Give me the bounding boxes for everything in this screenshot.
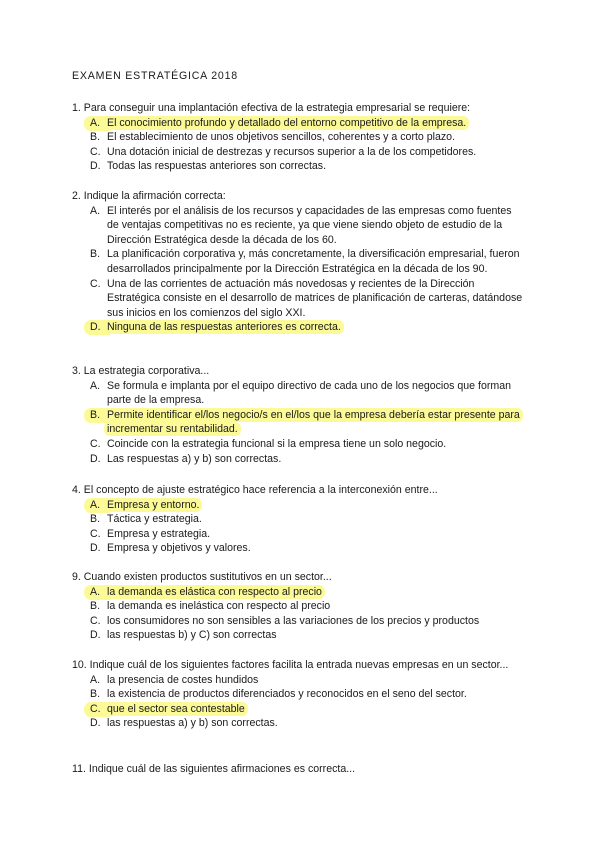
option-a xyxy=(72,498,524,513)
option-letter: C. xyxy=(90,277,101,290)
option-a xyxy=(72,585,524,600)
option-b xyxy=(72,408,524,437)
option-b xyxy=(72,512,524,527)
exam-title: EXAMEN ESTRATÉGICA 2018 xyxy=(72,70,238,82)
question-text: 2. Indique la afirmación correcta: xyxy=(72,190,226,202)
option-d xyxy=(72,452,524,467)
option-text: la existencia de productos diferenciados y reconocidos en el seno del sector. xyxy=(107,688,467,701)
option-text: La planificación corporativa y, más concretamente, la diversificación empresarial, fueron desarrollados principalmente por la Dirección Estratégica en la década de los 90. xyxy=(107,248,520,275)
option-c xyxy=(72,702,524,717)
option-b xyxy=(72,599,524,614)
option-list xyxy=(72,585,524,643)
option-letter: A. xyxy=(90,116,101,129)
option-d xyxy=(72,159,524,174)
option-list xyxy=(72,116,524,174)
question-9 xyxy=(72,570,524,643)
question-text: 3. La estrategia corporativa... xyxy=(72,365,210,377)
option-text: la presencia de costes hundidos xyxy=(107,673,259,686)
option-b xyxy=(72,130,524,145)
option-text: las respuestas a) y b) son correctas. xyxy=(107,717,278,730)
option-text: Coincide con la estrategia funcional si la empresa tiene un solo negocio. xyxy=(107,437,447,450)
option-letter: D. xyxy=(90,542,101,555)
option-letter: C. xyxy=(90,437,101,450)
option-d xyxy=(72,320,524,335)
option-letter: B. xyxy=(90,248,101,261)
question-text: 4. El concepto de ajuste estratégico hace referencia a la interconexión entre... xyxy=(72,484,438,496)
option-d xyxy=(72,541,524,556)
option-letter: B. xyxy=(90,513,101,526)
option-a xyxy=(72,379,524,408)
option-text: El establecimiento de unos objetivos sencillos, coherentes y a corto plazo. xyxy=(107,131,456,144)
option-b xyxy=(72,687,524,702)
option-letter: D. xyxy=(90,629,101,642)
option-letter: D. xyxy=(90,160,101,173)
question-2 xyxy=(72,189,524,335)
option-text: Empresa y estrategia. xyxy=(107,527,211,540)
option-letter: A. xyxy=(90,498,101,511)
question-10 xyxy=(72,658,524,731)
option-letter: A. xyxy=(90,204,101,217)
option-list xyxy=(72,498,524,556)
option-letter: C. xyxy=(90,145,101,158)
option-text: Se formula e implanta por el equipo directivo de cada uno de los negocios que forman parte de la empresa. xyxy=(107,379,511,407)
option-letter: B. xyxy=(90,408,101,421)
question-text: 1. Para conseguir una implantación efectiva de la estrategia empresarial se requiere: xyxy=(72,102,471,114)
option-list xyxy=(72,379,524,467)
option-letter: C. xyxy=(90,702,101,715)
question-4 xyxy=(72,483,524,556)
highlighted-answer: El conocimiento profundo y detallado del entorno competitivo de la empresa. xyxy=(104,116,469,130)
option-a xyxy=(72,116,524,131)
option-d xyxy=(72,716,524,731)
option-c xyxy=(72,277,524,321)
option-c xyxy=(72,527,524,542)
option-text: las respuestas b) y C) son correctas xyxy=(107,629,277,642)
option-letter: A. xyxy=(90,585,101,598)
option-letter: D. xyxy=(90,321,101,334)
highlighted-answer: la demanda es elástica con respecto al precio xyxy=(104,585,325,599)
option-letter: A. xyxy=(90,379,101,392)
option-a xyxy=(72,673,524,688)
question-11 xyxy=(72,762,524,777)
option-letter: A. xyxy=(90,673,101,686)
option-text: Táctica y estrategia. xyxy=(107,513,202,526)
option-list xyxy=(72,204,524,335)
option-text: Una dotación inicial de destrezas y recursos superior a la de los competidores. xyxy=(107,145,477,158)
option-b xyxy=(72,247,524,276)
question-text: 9. Cuando existen productos sustitutivos en un sector... xyxy=(72,571,332,583)
option-c xyxy=(72,437,524,452)
option-letter: B. xyxy=(90,600,101,613)
option-text: la demanda es inelástica con respecto al precio xyxy=(107,600,331,613)
option-letter: D. xyxy=(90,452,101,465)
option-text: Empresa y objetivos y valores. xyxy=(107,542,251,555)
option-c xyxy=(72,145,524,160)
option-letter: C. xyxy=(90,614,101,627)
highlighted-answer: Empresa y entorno. xyxy=(104,498,202,512)
option-text: Una de las corrientes de actuación más novedosas y recientes de la Dirección Estratégica consiste en el desarrollo de matrices de planificación de carteras, datándose sus inicios en los comienzos del siglo XXI. xyxy=(107,277,523,319)
highlighted-answer: Permite identificar el/los negocio/s en el/los que la empresa debería estar presente para incrementar su rentabilidad. xyxy=(104,408,523,437)
question-text: 10. Indique cuál de los siguientes factores facilita la entrada nuevas empresas en un sector... xyxy=(72,659,509,671)
question-1 xyxy=(72,101,524,174)
question-3 xyxy=(72,364,524,466)
option-letter: C. xyxy=(90,527,101,540)
option-a xyxy=(72,204,524,248)
option-text: El interés por el análisis de los recursos y capacidades de las empresas como fuentes de ventajas competitivas no es reciente, ya que viene siendo objeto de estudio de la Dirección Estratégica desde la década de los 60. xyxy=(107,204,512,246)
highlighted-answer: Ninguna de las respuestas anteriores es correcta. xyxy=(104,320,344,334)
option-list xyxy=(72,673,524,731)
option-text: los consumidores no son sensibles a las variaciones de los precios y productos xyxy=(107,614,480,627)
question-text: 11. Indique cuál de las siguientes afirmaciones es correcta... xyxy=(72,763,356,775)
option-c xyxy=(72,614,524,629)
option-letter: B. xyxy=(90,131,101,144)
option-letter: B. xyxy=(90,688,101,701)
option-d xyxy=(72,628,524,643)
highlighted-answer: que el sector sea contestable xyxy=(104,702,248,716)
option-text: Todas las respuestas anteriores son correctas. xyxy=(107,160,327,173)
option-letter: D. xyxy=(90,717,101,730)
option-text: Las respuestas a) y b) son correctas. xyxy=(107,452,282,465)
